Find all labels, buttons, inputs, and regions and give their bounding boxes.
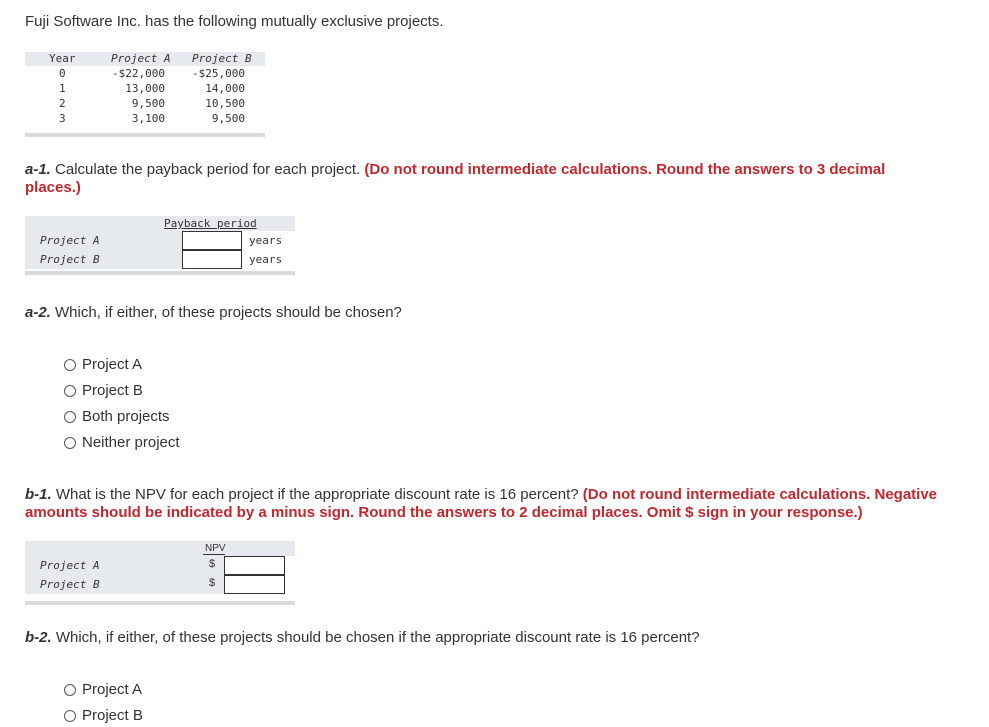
npv-label-b: Project B xyxy=(40,578,100,591)
radio-circle-icon[interactable] xyxy=(64,359,76,371)
npv-input-b[interactable] xyxy=(224,575,285,594)
radio-option-project-b[interactable] xyxy=(64,382,143,399)
payback-label-a: Project A xyxy=(40,234,100,247)
question-b1-text: What is the NPV for each project if the appropriate discount rate is 16 percent? xyxy=(51,486,583,503)
payback-table xyxy=(25,216,295,276)
intro-text: Fuji Software Inc. has the following mutually exclusive projects. xyxy=(25,13,444,30)
radio-option-b2-project-b[interactable] xyxy=(64,707,143,724)
radio-option-neither-project[interactable] xyxy=(64,434,180,451)
npv-label-a: Project A xyxy=(40,559,100,572)
question-b1-instructions: (Do not round intermediate calculations. Negative amounts should be indicated by a minus sign. Round the answers to 2 decimal places. Omit $ sign in your response.) xyxy=(25,486,938,521)
payback-bottom-rule xyxy=(25,271,295,275)
npv-table xyxy=(25,541,295,607)
radio-label: Both projects xyxy=(82,408,170,425)
payback-input-a[interactable] xyxy=(182,231,242,250)
year-cell: 1 xyxy=(59,82,66,95)
project-a-cell: 13,000 xyxy=(125,82,165,95)
radio-circle-icon[interactable] xyxy=(64,411,76,423)
question-b2 xyxy=(25,629,700,647)
question-b2-label: b-2. xyxy=(25,629,52,646)
year-cell: 2 xyxy=(59,97,66,110)
radio-label: Project B xyxy=(82,382,143,399)
question-a2-text: Which, if either, of these projects should be chosen? xyxy=(50,304,402,321)
question-b2-text: Which, if either, of these projects should be chosen if the appropriate discount rate is 16 percent? xyxy=(51,629,700,646)
table-bottom-rule xyxy=(25,133,265,137)
payback-label-b: Project B xyxy=(40,253,100,266)
project-b-cell: 14,000 xyxy=(205,82,245,95)
question-a2-label: a-2. xyxy=(25,304,51,321)
radio-label: Neither project xyxy=(82,434,180,451)
project-b-cell: 10,500 xyxy=(205,97,245,110)
radio-label: Project B xyxy=(82,707,143,724)
radio-circle-icon[interactable] xyxy=(64,437,76,449)
npv-bottom-rule xyxy=(25,601,295,605)
payback-header: Payback period xyxy=(164,217,257,230)
project-b-cell: 9,500 xyxy=(211,112,245,125)
npv-input-a[interactable] xyxy=(224,556,285,575)
npv-header: NPV xyxy=(205,543,226,554)
col-header-project-a: Project A xyxy=(111,52,171,65)
radio-option-both-projects[interactable] xyxy=(64,408,170,425)
npv-header-underline xyxy=(203,554,225,555)
payback-unit-a: years xyxy=(249,234,283,247)
year-cell: 0 xyxy=(59,67,66,80)
payback-unit-b: years xyxy=(249,253,283,266)
radio-circle-icon[interactable] xyxy=(64,385,76,397)
radio-option-project-a[interactable] xyxy=(64,356,142,373)
radio-circle-icon[interactable] xyxy=(64,710,76,722)
project-a-cell: 3,100 xyxy=(131,112,165,125)
project-a-cell: -$22,000 xyxy=(112,67,165,80)
question-a1-text: Calculate the payback period for each project. xyxy=(50,161,365,178)
radio-option-b2-project-a[interactable] xyxy=(64,681,142,698)
question-a1-instructions: (Do not round intermediate calculations. Round the answers to 3 decimal places.) xyxy=(25,161,886,196)
question-a2 xyxy=(25,304,402,322)
radio-label: Project A xyxy=(82,681,143,698)
npv-dollar-b: $ xyxy=(209,577,216,589)
radio-label: Project A xyxy=(82,356,143,373)
project-a-cell: 9,500 xyxy=(131,97,165,110)
question-a1 xyxy=(25,161,925,197)
npv-dollar-a: $ xyxy=(209,558,216,570)
project-b-cell: -$25,000 xyxy=(192,67,245,80)
question-a1-label: a-1. xyxy=(25,161,51,178)
year-cell: 3 xyxy=(59,112,66,125)
question-b1-label: b-1. xyxy=(25,486,52,503)
col-header-year: Year xyxy=(49,52,76,65)
col-header-project-b: Project B xyxy=(192,52,252,65)
payback-input-b[interactable] xyxy=(182,250,242,269)
radio-circle-icon[interactable] xyxy=(64,684,76,696)
question-b1 xyxy=(25,486,970,522)
